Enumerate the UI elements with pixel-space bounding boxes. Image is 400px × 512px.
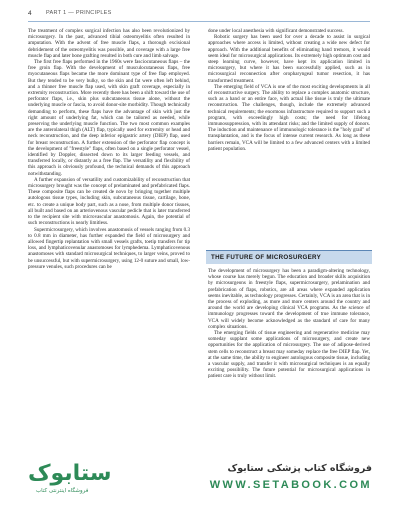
logo-text: ستابوک — [28, 461, 112, 486]
part-label: PART 1 — PRINCIPLES — [46, 10, 112, 16]
store-url[interactable]: WWW.SETABOOK.COM — [209, 479, 372, 491]
footer-banner — [0, 455, 400, 512]
store-title: فروشگاه کتاب پزشکی ستابوک — [227, 463, 372, 474]
paragraph: The development of microsurgery has been a paradigm-altering technology, whose course has merely begun. The education and broader skills acquisition by microsurgeons in freestyle flaps, supermicrosurgery, prelamination and prefabrication of flaps, robotics, are all areas where expanded application seems inevitable, as technology progresses. Certainly, VCA is an area that is in the process of exploding, as more and more centers around the country and around the world are developing clinical VCA programs. As the science of immunology progresses toward the development of true immune tolerance, VCA will widely become acknowledged as the standard of care for many complex situations. — [208, 268, 370, 330]
logo-subtitle: فروشگاه اینترنتی کتاب — [36, 488, 89, 494]
paragraph: A further expansion of versatility and customizability of reconstruction that microsurgery brought was the concept of prelaminated and prefabricated flaps. These composite flaps can be created de novo by bringing together multiple autologous tissue types, including skin, subcutaneous tissue, cartilage, bone, etc. to create a unique body part, such as a nose, from multiple donor tissues, all built and based on an arteriovenous vascular pedicle that is later transferred to the recipient site with microvascular anastomosis. Again, the potential of such reconstructions is nearly limitless. — [28, 176, 190, 227]
paragraph: Supermicrosurgery, which involves anastomosis of vessels ranging from 0.3 to 0.8 mm in diameter, has further expanded the field of microsurgery and allowed fingertip replantation with small vessels grafts, toetip transfers for tip loss, and lymphaticovenular anastomoses for lymphedema. Lymphaticovenous anastomoses with standard microsurgical techniques, to larger veins, proved to be unsuccessful, but with supermicrosurgery, using 12-0 suture and small, low-pressure venules, such procedures can be — [28, 226, 190, 270]
paragraph: done under local anesthesia with significant demonstrated success. — [208, 28, 344, 34]
right-column — [208, 28, 370, 152]
section-heading-box — [206, 250, 372, 264]
page-header — [0, 0, 400, 24]
setabook-logo — [28, 461, 118, 501]
header-rule — [28, 21, 370, 22]
right-column-lower — [208, 268, 370, 380]
paragraph: The treatment of complex surgical infection has also been revolutionized by microsurgery. In the past, advanced tibial osteomyelitis often resulted in amputation. With the advent of free muscle flaps, a thorough excisional debridement of the osteomyelitis was possible, and coverage with a large free muscle flap and later bone grafting resulted in both cure and limb salvage. — [28, 28, 190, 59]
paragraph: The emerging fields of tissue engineering and regenerative medicine may someday supplant some applications of microsurgery, and create new opportunities for the application of microsurgery. The use of adipose-derived stem cells to reconstruct a breast may someday replace the free DIEP flap. Yet, at the same time, the ability to engineer autologous composite tissue, including a vascular supply, and transfer it with microsurgical techniques is an equally exciting possibility. The future potential for microsurgical applications in patient care is truly without limit. — [208, 330, 370, 380]
section-title: THE FUTURE OF MICROSURGERY — [211, 254, 322, 261]
left-column — [28, 28, 190, 270]
paragraph: The first free flaps performed in the 1960s were fasciocutaneous flaps – the free groin flap. With the development of musculocutaneous flaps, free myocutaneous flaps became the more dominant type of free flap employed. But they tended to be very bulky, so the skin and fat were often left behind, and a thinner free muscle flap used, with skin graft coverage, especially in extremity reconstruction. More recently there has been a shift toward the use of perforator flaps, i.e., skin plus subcutaneous tissue alone, without the underlying muscle or fascia, to avoid donor-site morbidity. Though technically demanding to perform, these flaps have the advantage of skin with just the right amount of underlying fat, which can be tailored as needed, while preserving the underlying muscle function. The two most common examples are the anterolateral thigh (ALT) flap, typically used for extremity or head and neck reconstruction, and the deep inferior epigastric artery (DIEP) flap, used for breast reconstruction. A further extension of the perforator flap concept is the development of "freestyle" flaps, often based on a single perforator vessel, identified by Doppler, dissected down to its larger feeding vessels, and transferred locally, or distantly as a free flap. The versatility and flexibility of this approach is obviously profound, the technical demands of this approach notwithstanding. — [28, 59, 190, 177]
page-number: 4 — [28, 10, 32, 17]
paragraph: The emerging field of VCA is one of the most exciting developments in all of reconstructive surgery. The ability to replace a complex anatomic structure, such as a hand or an entire face, with actual like tissue is truly the ultimate reconstruction. The challenges, though, include the extremely advanced technical requirements; the enormous infrastructure required to support such a program, with exceedingly high costs; the need for lifelong immunosuppression, with its attendant risks; and the limited supply of donors. The induction and maintenance of immunologic tolerance is the "holy grail" of transplantation, and is the focus of intense current research. As long as these barriers remain, VCA will be limited to a few advanced centers with a limited patient population. — [208, 83, 370, 152]
paragraph: Robotic surgery has been used for over a decade to assist in surgical approaches where access is limited, without creating a wide new defect for approach. With the additional benefits of eliminating hand tremors, it would seem ideal for microsurgical applications. Its extremely high optimum cost and steep learning curve, however, have kept its application limited in microsurgery, but where it has been successfully applied, such as in microsurgical reconnection after oropharyngeal tumor resection, it has transformed treatment. — [208, 34, 370, 84]
